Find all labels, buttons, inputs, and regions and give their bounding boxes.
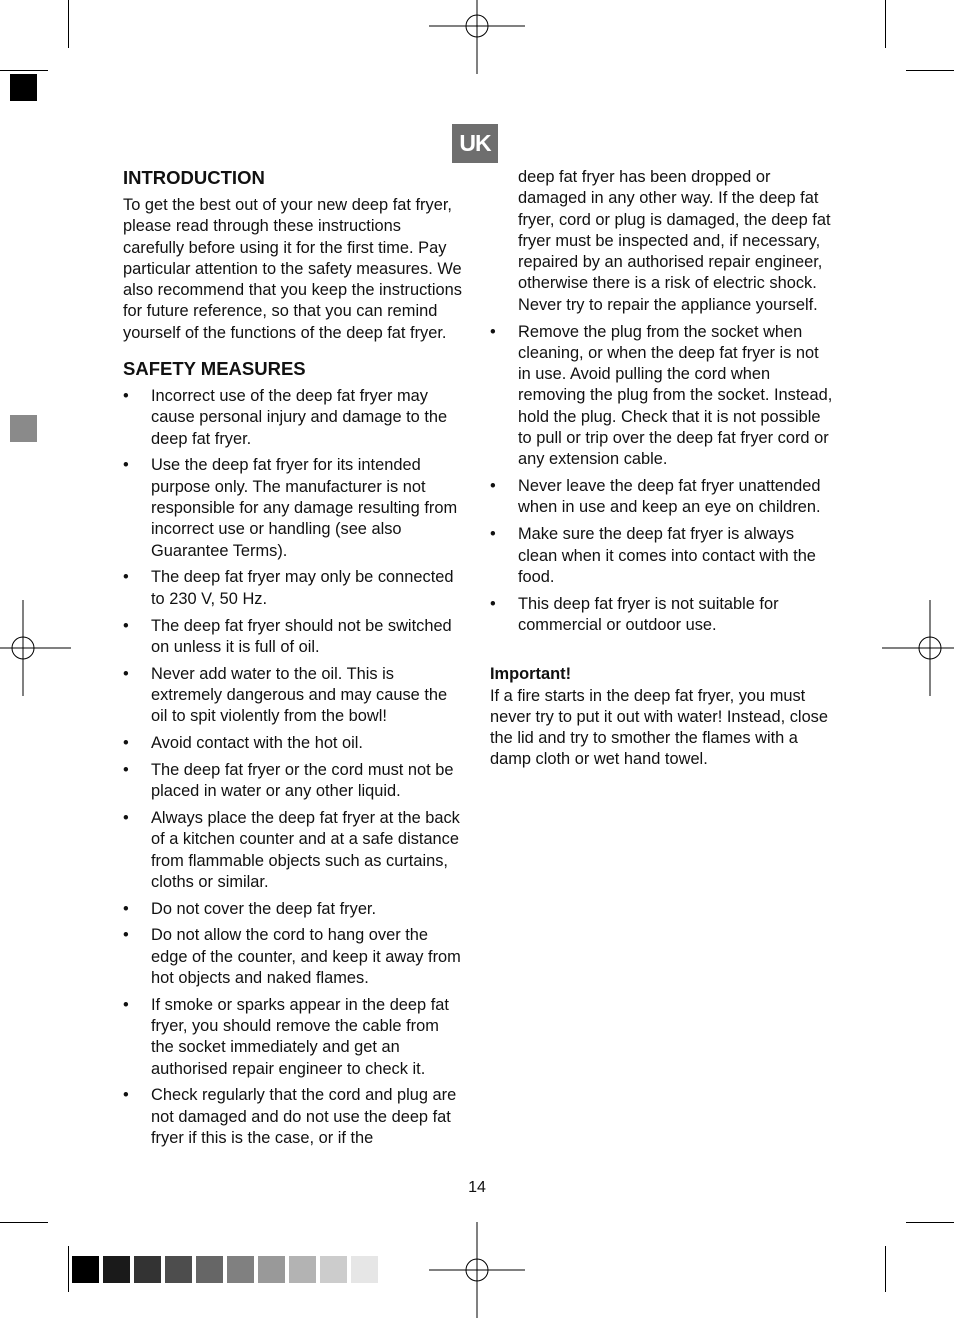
- bullet-icon: •: [123, 568, 129, 587]
- safety-item: • The deep fat fryer may only be connected to 230 V, 50 Hz.: [123, 568, 454, 608]
- registration-mark-top: [429, 0, 525, 74]
- color-swatch: [227, 1256, 254, 1283]
- color-swatch: [103, 1256, 130, 1283]
- bullet-icon: •: [123, 616, 129, 635]
- bullet-icon: •: [123, 664, 129, 683]
- safety-list: [123, 386, 463, 1149]
- bullet-icon: •: [123, 899, 129, 918]
- bullet-icon: •: [490, 594, 496, 613]
- bullet-icon: •: [490, 322, 496, 341]
- color-calibration-bar: [72, 1256, 382, 1283]
- crop-mark: [0, 1222, 48, 1223]
- bullet-icon: •: [123, 808, 129, 827]
- bullet-icon: •: [123, 1086, 129, 1105]
- introduction-text: To get the best out of your new deep fat fryer, please read through these instructions carefully before using it for the first time. Pay particular attention to the safety measures. We also recommend that you keep the instructions for future reference, so that you can remind yourself of the functions of the deep fat fryer.: [123, 196, 462, 342]
- color-swatch: [134, 1256, 161, 1283]
- language-badge: UK: [452, 124, 498, 163]
- safety-item: • Do not allow the cord to hang over the edge of the counter, and keep it away from hot objects and naked flames.: [123, 926, 461, 987]
- safety-list-continued: [490, 322, 834, 637]
- crop-mark: [885, 0, 886, 48]
- crop-mark: [68, 0, 69, 48]
- safety-heading: SAFETY MEASURES: [123, 358, 306, 380]
- color-swatch: [320, 1256, 347, 1283]
- color-swatch: [196, 1256, 223, 1283]
- safety-item: • The deep fat fryer should not be switched on unless it is full of oil.: [123, 616, 452, 656]
- introduction-heading: INTRODUCTION: [123, 167, 265, 188]
- color-swatch: [289, 1256, 316, 1283]
- color-swatch: [165, 1256, 192, 1283]
- important-text: If a fire starts in the deep fat fryer, you must never try to put it out with water! Instead, close the lid and try to smother the flames with a damp cloth or wet hand towel.: [490, 686, 828, 769]
- safety-item: • Always place the deep fat fryer at the back of a kitchen counter and at a safe distance from flammable objects such as curtains, cloths or similar.: [123, 808, 460, 891]
- crop-mark: [906, 70, 954, 71]
- safety-item: • The deep fat fryer or the cord must not be placed in water or any other liquid.: [123, 760, 454, 801]
- section-tab-grey: [10, 415, 37, 442]
- crop-mark: [885, 1246, 886, 1292]
- safety-item: • Incorrect use of the deep fat fryer may cause personal injury and damage to the deep fat fryer.: [123, 387, 448, 448]
- safety-item: • Never add water to the oil. This is extremely dangerous and may cause the oil to spit violently from the bowl!: [123, 664, 448, 726]
- bullet-icon: •: [123, 456, 129, 475]
- bullet-icon: •: [490, 477, 496, 496]
- bullet-icon: •: [123, 926, 129, 945]
- right-column: [490, 167, 834, 771]
- crop-mark: [0, 70, 48, 71]
- bullet-icon: •: [490, 525, 496, 544]
- page-number: 14: [468, 1179, 486, 1196]
- registration-mark-right: [882, 600, 954, 696]
- safety-item-continuation: deep fat fryer has been dropped or damaged in any other way. If the deep fat fryer, cord or plug is damaged, the deep fat fryer must be inspected and, if necessary, repaired by an authorised repair engineer, otherwise there is a risk of electric shock. Never try to repair the appliance yourself.: [518, 168, 831, 314]
- safety-item: • Remove the plug from the socket when cleaning, or when the deep fat fryer is not in use. Avoid pulling the cord when removing the plug from the socket. Instead, hold the plug. Check that it is not possible to pull or trip over the deep fat fryer cord or any extension cable.: [490, 322, 833, 469]
- bullet-icon: •: [123, 734, 129, 753]
- important-title: Important!: [490, 665, 572, 684]
- registration-mark-left: [0, 600, 71, 696]
- crop-mark: [906, 1222, 954, 1223]
- color-swatch: [258, 1256, 285, 1283]
- crop-mark: [68, 1246, 69, 1292]
- section-tab-black: [10, 74, 37, 101]
- safety-item: • Never leave the deep fat fryer unattended when in use and keep an eye on children.: [490, 477, 821, 517]
- safety-item: • Check regularly that the cord and plug are not damaged and do not use the deep fat fryer if this is the case, or if the: [123, 1086, 457, 1148]
- bullet-icon: •: [123, 760, 129, 779]
- safety-item: • Use the deep fat fryer for its intended purpose only. The manufacturer is not responsible for any damage resulting from incorrect use or handling (see also Guarantee Terms).: [123, 456, 458, 560]
- safety-item: • Avoid contact with the hot oil.: [123, 733, 463, 754]
- bullet-icon: •: [123, 995, 129, 1014]
- safety-item: • This deep fat fryer is not suitable for commercial or outdoor use.: [490, 594, 779, 634]
- safety-item: • Do not cover the deep fat fryer.: [123, 899, 463, 920]
- color-swatch: [72, 1256, 99, 1283]
- registration-mark-bottom: [429, 1222, 525, 1318]
- safety-item: • Make sure the deep fat fryer is always clean when it comes into contact with the food.: [490, 525, 816, 586]
- left-column: [123, 167, 463, 1155]
- safety-item: • If smoke or sparks appear in the deep fat fryer, you should remove the cable from the socket immediately and get an authorised repair engineer to check it.: [123, 995, 449, 1078]
- color-swatch: [351, 1256, 378, 1283]
- bullet-icon: •: [123, 387, 129, 406]
